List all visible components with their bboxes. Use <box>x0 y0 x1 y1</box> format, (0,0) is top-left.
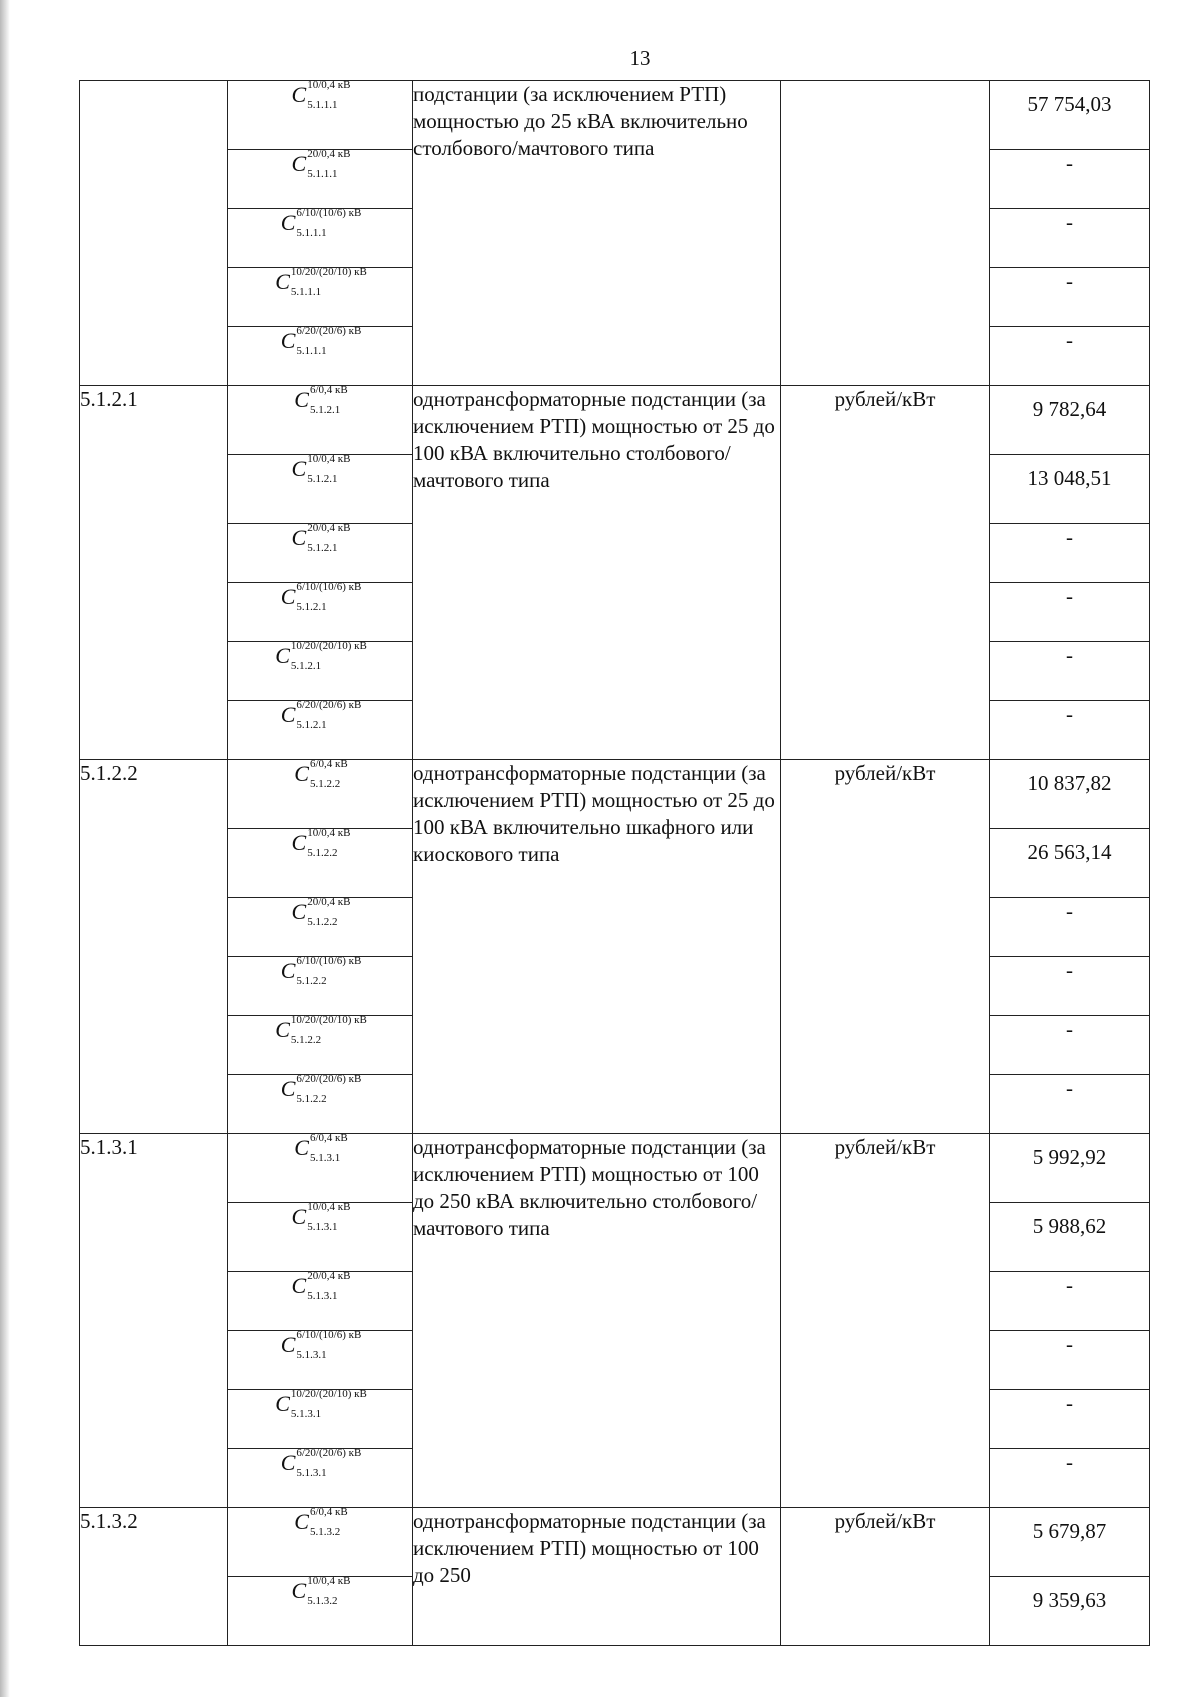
rate-index-subscript: 5.1.2.2 <box>309 777 341 790</box>
rate-voltage-superscript: 20/0,4 кВ <box>307 147 351 160</box>
rate-symbol-letter: C <box>294 1135 309 1160</box>
item-unit: рублей/кВт <box>781 760 990 1134</box>
rate-index-subscript: 5.1.3.1 <box>309 1151 341 1164</box>
rate-symbol-letter: C <box>291 525 307 550</box>
rate-symbol-cell <box>228 639 413 701</box>
rate-symbol-letter: C <box>280 1450 296 1475</box>
rate-symbol <box>273 639 367 672</box>
rate-voltage-superscript: 20/0,4 кВ <box>307 895 351 908</box>
rate-symbol <box>279 1328 362 1361</box>
rate-symbol-cell <box>228 1328 413 1390</box>
tariff-table <box>79 80 1150 1646</box>
rate-voltage-superscript: 6/0,4 кВ <box>309 1505 348 1518</box>
rate-voltage-superscript: 6/10/(10/6) кВ <box>296 580 362 593</box>
rate-index-subscript: 5.1.3.1 <box>307 1220 338 1233</box>
item-unit: рублей/кВт <box>781 1134 990 1508</box>
rate-symbol-cell <box>228 1505 413 1577</box>
rate-value: - <box>990 1075 1150 1134</box>
rate-voltage-superscript: 10/20/(20/10) кВ <box>290 639 367 652</box>
rate-symbol-letter: C <box>291 899 307 924</box>
rate-index-subscript: 5.1.2.1 <box>307 541 338 554</box>
rate-voltage-superscript: 6/20/(20/6) кВ <box>296 324 362 337</box>
rate-voltage-superscript: 10/20/(20/10) кВ <box>290 1387 367 1400</box>
rate-value: 26 563,14 <box>990 829 1150 898</box>
rate-symbol-letter: C <box>291 456 307 481</box>
rate-voltage-superscript: 6/10/(10/6) кВ <box>296 206 362 219</box>
rate-voltage-superscript: 6/10/(10/6) кВ <box>296 954 362 967</box>
rate-voltage-superscript: 10/0,4 кВ <box>307 1574 351 1587</box>
rate-symbol-cell <box>228 580 413 642</box>
scan-edge <box>0 0 10 1697</box>
rate-symbol-cell <box>228 1574 413 1646</box>
rate-symbol-letter: C <box>291 1204 307 1229</box>
rate-voltage-superscript: 10/0,4 кВ <box>307 1200 351 1213</box>
rate-symbol-letter: C <box>294 387 309 412</box>
rate-symbol-letter: C <box>280 1332 296 1357</box>
rate-symbol-cell <box>228 954 413 1016</box>
table-row <box>80 1134 1150 1203</box>
rate-voltage-superscript: 6/20/(20/6) кВ <box>296 1446 362 1459</box>
rate-value: - <box>990 150 1150 209</box>
rate-value: - <box>990 701 1150 760</box>
rate-value: - <box>990 957 1150 1016</box>
rate-symbol <box>290 1574 351 1607</box>
rate-index-subscript: 5.1.3.1 <box>296 1348 327 1361</box>
rate-symbol <box>279 206 362 239</box>
item-unit: рублей/кВт <box>781 386 990 760</box>
rate-value: 57 754,03 <box>990 81 1150 150</box>
rate-index-subscript: 5.1.2.2 <box>296 974 327 987</box>
rate-voltage-superscript: 6/20/(20/6) кВ <box>296 698 362 711</box>
rate-symbol-cell <box>228 698 413 760</box>
rate-symbol <box>273 1013 367 1046</box>
rate-symbol-letter: C <box>280 702 296 727</box>
rate-symbol <box>292 1505 348 1538</box>
rate-value: - <box>990 268 1150 327</box>
rate-voltage-superscript: 6/0,4 кВ <box>309 1131 348 1144</box>
rate-symbol <box>290 826 351 859</box>
rate-symbol <box>290 1200 351 1233</box>
rate-symbol <box>273 265 367 298</box>
rate-value: - <box>990 1449 1150 1508</box>
rate-voltage-superscript: 10/0,4 кВ <box>307 452 351 465</box>
rate-symbol-cell <box>228 1446 413 1508</box>
rate-index-subscript: 5.1.3.2 <box>309 1525 341 1538</box>
rate-symbol-cell <box>228 826 413 898</box>
rate-voltage-superscript: 6/20/(20/6) кВ <box>296 1072 362 1085</box>
rate-symbol <box>292 1131 348 1164</box>
item-unit <box>781 81 990 386</box>
item-code: 5.1.3.2 <box>80 1508 228 1646</box>
rate-index-subscript: 5.1.3.1 <box>307 1289 338 1302</box>
rate-voltage-superscript: 6/10/(10/6) кВ <box>296 1328 362 1341</box>
rate-symbol-letter: C <box>275 1017 290 1042</box>
rate-symbol-cell <box>228 895 413 957</box>
item-description: однотрансформаторные подстанции (за исключением РТП) мощностью от 25 до 100 кВА включительно столбового/мачтового типа <box>413 386 781 760</box>
rate-symbol-cell <box>228 1200 413 1272</box>
rate-symbol <box>290 895 351 928</box>
rate-symbol <box>290 521 351 554</box>
rate-index-subscript: 5.1.1.1 <box>296 344 327 357</box>
rate-voltage-superscript: 20/0,4 кВ <box>307 521 351 534</box>
rate-symbol-cell <box>228 78 413 150</box>
item-code <box>80 81 228 386</box>
rate-value: 5 679,87 <box>990 1508 1150 1577</box>
table-row <box>80 386 1150 455</box>
rate-index-subscript: 5.1.1.1 <box>307 167 338 180</box>
rate-symbol-cell <box>228 1269 413 1331</box>
rate-voltage-superscript: 10/20/(20/10) кВ <box>290 1013 367 1026</box>
rate-value: - <box>990 642 1150 701</box>
rate-symbol <box>290 1269 351 1302</box>
rate-index-subscript: 5.1.2.2 <box>296 1092 327 1105</box>
rate-index-subscript: 5.1.2.1 <box>309 403 341 416</box>
rate-value: - <box>990 209 1150 268</box>
rate-symbol-letter: C <box>275 1391 290 1416</box>
rate-symbol <box>279 698 362 731</box>
item-unit: рублей/кВт <box>781 1508 990 1646</box>
rate-index-subscript: 5.1.2.2 <box>290 1033 322 1046</box>
rate-symbol-cell <box>228 452 413 524</box>
rate-index-subscript: 5.1.3.1 <box>296 1466 327 1479</box>
item-description: однотрансформаторные подстанции (за исключением РТП) мощностью от 100 до 250 кВА включительно столбового/мачтового типа <box>413 1134 781 1508</box>
page-number: 13 <box>629 46 651 70</box>
rate-symbol-cell <box>228 757 413 829</box>
rate-symbol-cell <box>228 1131 413 1203</box>
rate-index-subscript: 5.1.2.1 <box>296 718 327 731</box>
rate-symbol-letter: C <box>280 584 296 609</box>
rate-value: 13 048,51 <box>990 455 1150 524</box>
rate-value: 9 782,64 <box>990 386 1150 455</box>
rate-symbol <box>292 383 348 416</box>
rate-index-subscript: 5.1.1.1 <box>290 285 322 298</box>
item-description: однотрансформаторные подстанции (за исключением РТП) мощностью от 100 до 250 <box>413 1508 781 1646</box>
rate-symbol <box>279 954 362 987</box>
rate-symbol <box>290 78 351 111</box>
item-description: однотрансформаторные подстанции (за исключением РТП) мощностью от 25 до 100 кВА включительно шкафного или киоскового типа <box>413 760 781 1134</box>
rate-symbol-letter: C <box>294 761 309 786</box>
rate-index-subscript: 5.1.1.1 <box>296 226 327 239</box>
rate-symbol-cell <box>228 147 413 209</box>
rate-value: 5 988,62 <box>990 1203 1150 1272</box>
tariff-table-body <box>80 78 1150 1646</box>
rate-voltage-superscript: 20/0,4 кВ <box>307 1269 351 1282</box>
rate-value: - <box>990 898 1150 957</box>
rate-value: 5 992,92 <box>990 1134 1150 1203</box>
rate-symbol-cell <box>228 1072 413 1134</box>
rate-symbol-letter: C <box>291 151 307 176</box>
item-code: 5.1.3.1 <box>80 1134 228 1508</box>
rate-value: 9 359,63 <box>990 1577 1150 1646</box>
table-row <box>80 760 1150 829</box>
rate-voltage-superscript: 10/20/(20/10) кВ <box>290 265 367 278</box>
rate-symbol <box>273 1387 367 1420</box>
rate-symbol-letter: C <box>280 958 296 983</box>
rate-value: - <box>990 524 1150 583</box>
rate-symbol-cell <box>228 383 413 455</box>
rate-symbol-letter: C <box>275 643 290 668</box>
rate-symbol-letter: C <box>280 328 296 353</box>
rate-symbol-cell <box>228 1013 413 1075</box>
rate-voltage-superscript: 10/0,4 кВ <box>307 78 351 91</box>
rate-symbol-letter: C <box>291 830 307 855</box>
rate-symbol-letter: C <box>275 269 290 294</box>
item-code: 5.1.2.2 <box>80 760 228 1134</box>
rate-symbol-cell <box>228 265 413 327</box>
rate-symbol <box>279 580 362 613</box>
rate-symbol-letter: C <box>280 1076 296 1101</box>
rate-symbol-letter: C <box>291 1578 307 1603</box>
rate-symbol <box>292 757 348 790</box>
rate-value: - <box>990 1272 1150 1331</box>
rate-index-subscript: 5.1.2.1 <box>296 600 327 613</box>
rate-index-subscript: 5.1.2.2 <box>307 915 338 928</box>
rate-symbol-cell <box>228 206 413 268</box>
table-row <box>80 1508 1150 1577</box>
rate-voltage-superscript: 10/0,4 кВ <box>307 826 351 839</box>
rate-index-subscript: 5.1.3.2 <box>307 1594 338 1607</box>
rate-value: - <box>990 583 1150 642</box>
rate-value: - <box>990 1331 1150 1390</box>
item-description: подстанции (за исключением РТП) мощностью до 25 кВА включительно столбового/мачтового типа <box>413 81 781 386</box>
item-code: 5.1.2.1 <box>80 386 228 760</box>
rate-symbol-cell <box>228 521 413 583</box>
rate-index-subscript: 5.1.2.1 <box>307 472 338 485</box>
rate-symbol-cell <box>228 324 413 386</box>
rate-symbol <box>279 1072 362 1105</box>
rate-value: - <box>990 1390 1150 1449</box>
rate-index-subscript: 5.1.2.1 <box>290 659 322 672</box>
rate-symbol <box>290 147 351 180</box>
rate-voltage-superscript: 6/0,4 кВ <box>309 757 348 770</box>
rate-symbol <box>290 452 351 485</box>
rate-value: 10 837,82 <box>990 760 1150 829</box>
rate-index-subscript: 5.1.1.1 <box>307 98 338 111</box>
rate-symbol <box>279 1446 362 1479</box>
rate-symbol-letter: C <box>291 82 307 107</box>
rate-symbol-cell <box>228 1387 413 1449</box>
rate-symbol <box>279 324 362 357</box>
rate-voltage-superscript: 6/0,4 кВ <box>309 383 348 396</box>
rate-index-subscript: 5.1.2.2 <box>307 846 338 859</box>
rate-value: - <box>990 1016 1150 1075</box>
rate-symbol-letter: C <box>280 210 296 235</box>
rate-symbol-letter: C <box>291 1273 307 1298</box>
rate-value: - <box>990 327 1150 386</box>
rate-symbol-letter: C <box>294 1509 309 1534</box>
table-row <box>80 81 1150 150</box>
rate-index-subscript: 5.1.3.1 <box>290 1407 322 1420</box>
